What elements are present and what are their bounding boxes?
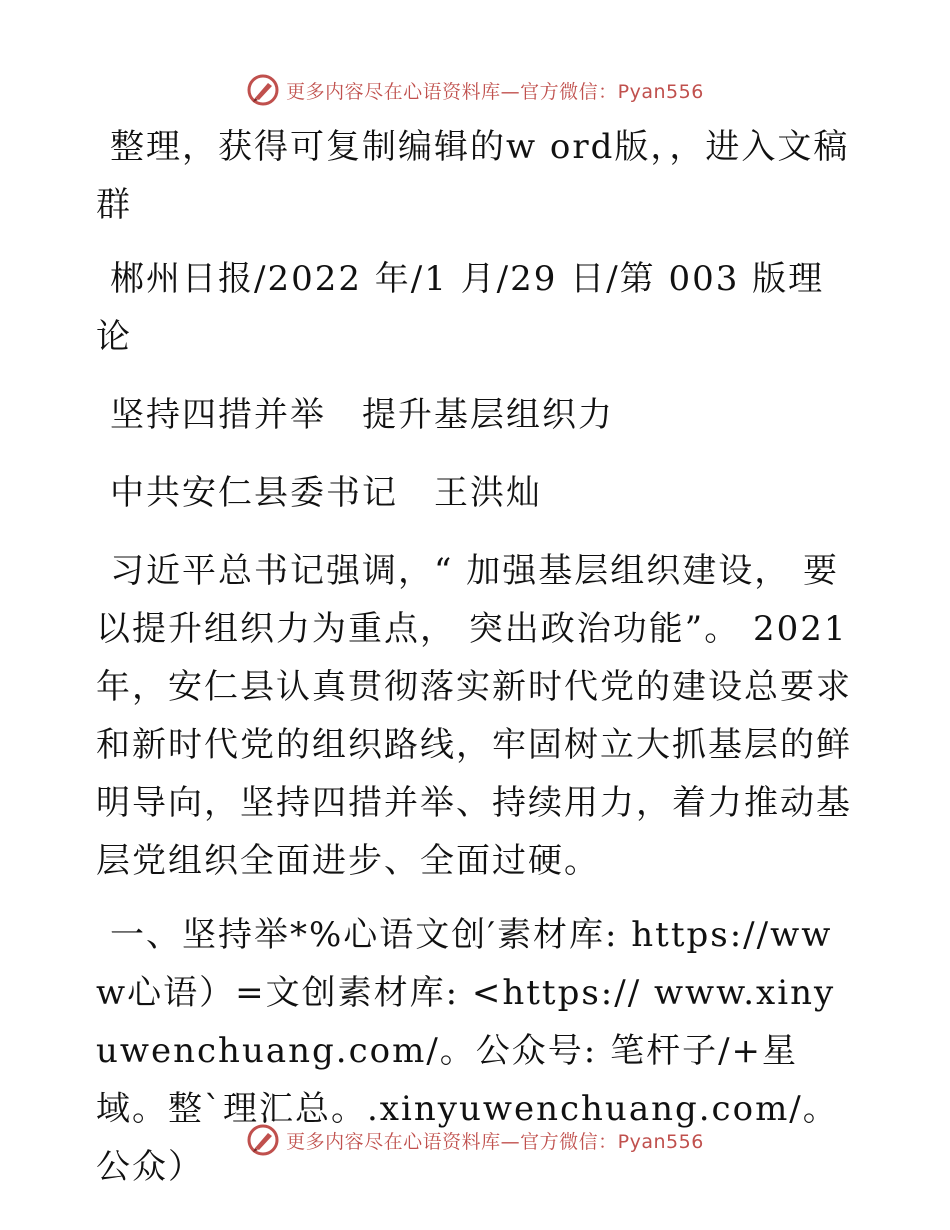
- footer-banner: [0, 1120, 950, 1160]
- pen-logo-icon: [246, 1123, 280, 1157]
- article-title: 坚持四措并举 提升基层组织力: [110, 395, 614, 435]
- section-heading: 一、坚持举*%心语文创′素材库: https://www心语）=文创素材库: <https:// www.xinyuwenchuang.com/。公众号: 笔杆子/+星域。整`理汇总。.xinyuwenchuang.com/。公众）: [96, 915, 839, 1187]
- source-line: 郴州日报/2022 年/1 月/29 日/第 003 版理论: [96, 259, 825, 357]
- author-line: 中共安仁县委书记 王洪灿: [110, 473, 542, 513]
- header-banner: [0, 70, 950, 110]
- banner-text: 更多内容尽在心语资料库—官方微信：Pyan556: [286, 1130, 704, 1153]
- document-body: [96, 118, 856, 1212]
- pen-logo-icon: [246, 73, 280, 107]
- body-paragraph: 习近平总书记强调，“ 加强基层组织建设， 要以提升组织力为重点， 突出政治功能”。 2021 年，安仁县认真贯彻落实新时代党的建设总要求和新时代党的组织路线，牢固树立大抓基层的鲜明导向，坚持四措并举、持续用力，着力推动基层党组织全面进步、全面过硬。: [96, 551, 852, 881]
- intro-paragraph: 整理，获得可复制编辑的w ord版，，进入文稿群: [96, 127, 850, 225]
- banner-text: 更多内容尽在心语资料库—官方微信：Pyan556: [286, 80, 704, 103]
